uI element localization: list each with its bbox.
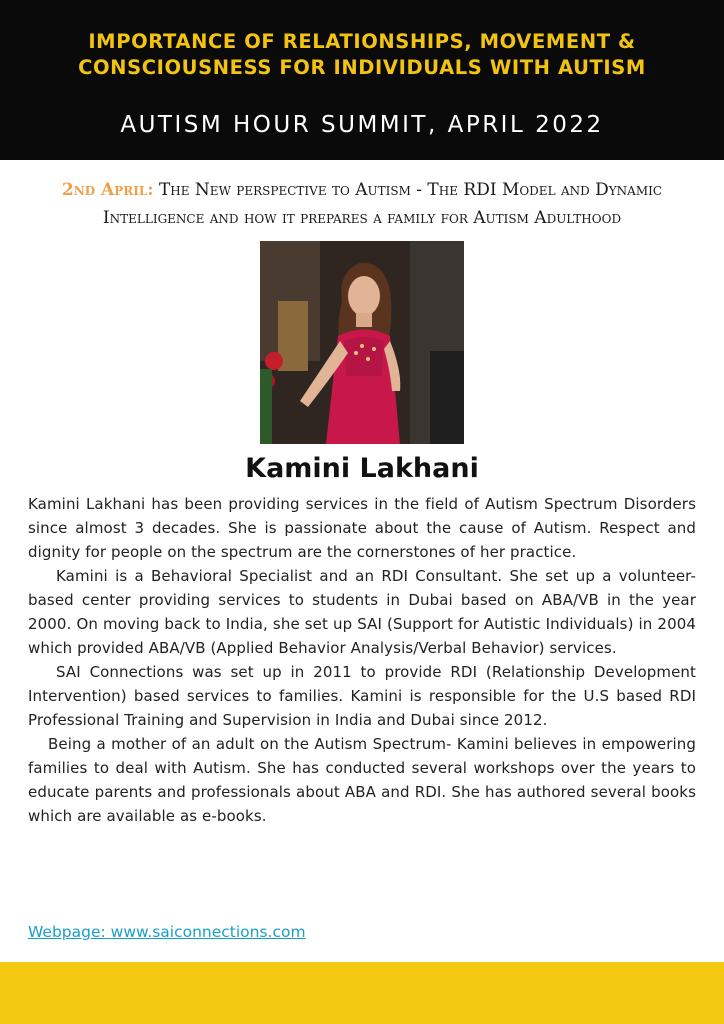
session-date: 2nd April: <box>61 180 154 200</box>
session-title-part2: Intelligence and how it prepares a family for Autism Adulthood <box>102 208 622 228</box>
speaker-bio <box>28 492 696 828</box>
bio-paragraph-4: Being a mother of an adult on the Autism Spectrum- Kamini believes in empowering families to deal with Autism. She has conducted several workshops over the years to educate parents and professionals about ABA and RDI. She has authored several books which are available as e-books. <box>28 735 696 825</box>
bio-paragraph-3: SAI Connections was set up in 2011 to provide RDI (Relationship Development Intervention) based services to families. Kamini is responsible for the U.S based RDI Professional Training and Supervision in India and Dubai since 2012. <box>28 663 696 729</box>
bio-paragraph-2: Kamini is a Behavioral Specialist and an RDI Consultant. She set up a volunteer-based center providing services to students in Dubai based on ABA/VB in the year 2000. On moving back to India, she set up SAI (Support for Autistic Individuals) in 2004 which provided ABA/VB (Applied Behavior Analysis/Verbal Behavior) services. <box>28 567 696 657</box>
event-title <box>0 29 724 81</box>
speaker-photo <box>260 241 464 444</box>
header-banner <box>0 0 724 160</box>
webpage-link[interactable]: Webpage: www.saiconnections.com <box>28 923 306 941</box>
bio-paragraph-1: Kamini Lakhani has been providing services in the field of Autism Spectrum Disorders since almost 3 decades. She is passionate about the cause of Autism. Respect and dignity for people on the spectrum are the cornerstones of her practice. <box>28 495 696 561</box>
event-title-line2: CONSCIOUSNESS FOR INDIVIDUALS WITH AUTISM <box>78 56 646 79</box>
event-title-line1: IMPORTANCE OF RELATIONSHIPS, MOVEMENT & <box>88 30 636 53</box>
event-subtitle: AUTISM HOUR SUMMIT, APRIL 2022 <box>120 112 604 138</box>
footer-bar <box>0 962 724 1024</box>
session-heading <box>20 176 704 232</box>
speaker-photo-illustration <box>260 241 464 444</box>
speaker-name: Kamini Lakhani <box>245 453 479 484</box>
session-title-part1: The New perspective to Autism - The RDI Model and Dynamic <box>153 180 663 200</box>
